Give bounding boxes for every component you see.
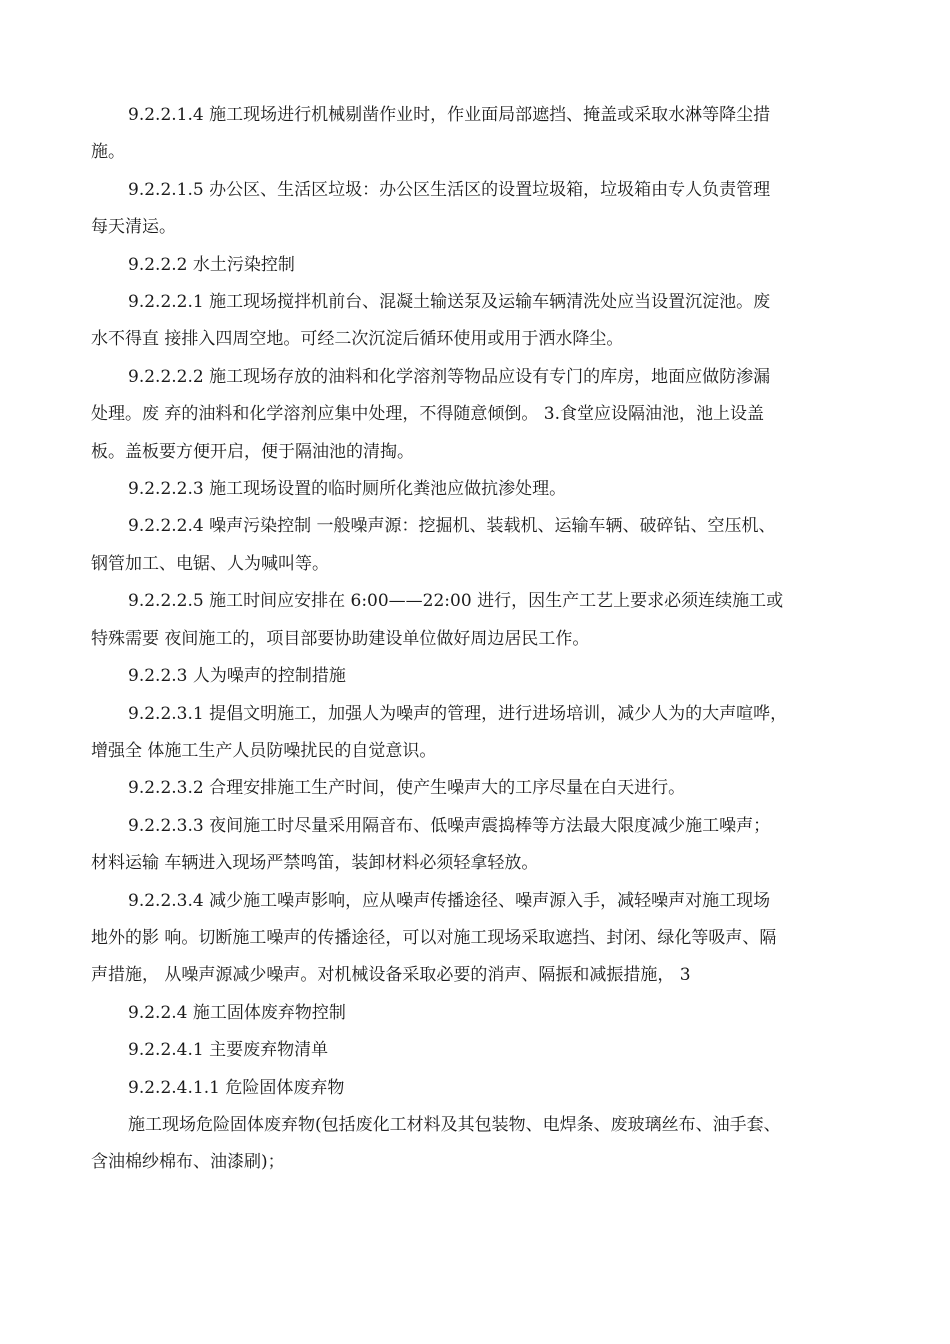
paragraph-line: 9.2.2.2.4 噪声污染控制 一般噪声源：挖掘机、装载机、运输车辆、破碎钻、空压机、 — [128, 516, 776, 537]
paragraph-p16 — [91, 1070, 859, 1107]
paragraph-line: 9.2.2.2 水土污染控制 — [128, 254, 295, 275]
document-body — [91, 97, 859, 1182]
paragraph-line: 9.2.2.2.5 施工时间应安排在 6:00——22:00 进行，因生产工艺上要求必须连续施工或 — [128, 591, 784, 612]
paragraph-p8 — [91, 583, 859, 658]
paragraph-line: 声措施， 从噪声源减少噪声。对机械设备采取必要的消声、隔振和减振措施， 3 — [91, 965, 691, 986]
paragraph-line: 9.2.2.2.1 施工现场搅拌机前台、混凝土输送泵及运输车辆清洗处应当设置沉淀池。废 — [128, 292, 771, 313]
paragraph-p9 — [91, 658, 859, 695]
paragraph-p6 — [91, 471, 859, 508]
paragraph-line: 水不得直 接排入四周空地。可经二次沉淀后循环使用或用于洒水降尘。 — [91, 329, 624, 350]
paragraph-line: 9.2.2.4 施工固体废弃物控制 — [128, 1002, 346, 1023]
paragraph-line: 每天清运。 — [91, 217, 176, 238]
paragraph-line: 处理。废 弃的油料和化学溶剂应集中处理，不得随意倾倒。 3.食堂应设隔油池，池上设盖 — [91, 404, 765, 425]
paragraph-line: 9.2.2.3.1 提倡文明施工，加强人为噪声的管理，进行进场培训，减少人为的大声喧哗， — [128, 703, 788, 724]
paragraph-p17 — [91, 1107, 859, 1182]
paragraph-p5 — [91, 359, 859, 471]
paragraph-line: 9.2.2.3.4 减少施工噪声影响，应从噪声传播途径、噪声源入手，减轻噪声对施工现场 — [128, 890, 771, 911]
paragraph-line: 9.2.2.3.3 夜间施工时尽量采用隔音布、低噪声震捣棒等方法最大限度减少施工噪声； — [128, 815, 771, 836]
paragraph-p14 — [91, 995, 859, 1032]
paragraph-p15 — [91, 1032, 859, 1069]
paragraph-line: 板。盖板要方便开启，便于隔油池的清掏。 — [91, 441, 414, 462]
paragraph-p4 — [91, 284, 859, 359]
paragraph-p3 — [91, 247, 859, 284]
paragraph-line: 9.2.2.1.4 施工现场进行机械剔凿作业时，作业面局部遮挡、掩盖或采取水淋等降尘措 — [128, 105, 771, 125]
paragraph-p12 — [91, 808, 859, 883]
paragraph-line: 9.2.2.4.1.1 危险固体废弃物 — [128, 1077, 345, 1098]
paragraph-line: 9.2.2.4.1 主要废弃物清单 — [128, 1040, 329, 1061]
paragraph-p1 — [91, 97, 859, 172]
paragraph-p13 — [91, 883, 859, 995]
paragraph-line: 钢管加工、电锯、人为喊叫等。 — [91, 553, 329, 574]
paragraph-line: 9.2.2.3.2 合理安排施工生产时间，使产生噪声大的工序尽量在白天进行。 — [128, 778, 686, 799]
paragraph-p11 — [91, 770, 859, 807]
paragraph-line: 9.2.2.3 人为噪声的控制措施 — [128, 666, 346, 687]
paragraph-line: 含油棉纱棉布、油漆刷)； — [91, 1152, 285, 1173]
paragraph-line: 地外的影 响。切断施工噪声的传播途径，可以对施工现场采取遮挡、封闭、绿化等吸声、隔 — [91, 927, 777, 948]
paragraph-p7 — [91, 508, 859, 583]
paragraph-p10 — [91, 696, 859, 771]
paragraph-line: 材料运输 车辆进入现场严禁鸣笛，装卸材料必须轻拿轻放。 — [91, 853, 539, 874]
paragraph-line: 施。 — [91, 142, 125, 163]
paragraph-line: 特殊需要 夜间施工的，项目部要协助建设单位做好周边居民工作。 — [91, 628, 590, 649]
paragraph-line: 施工现场危险固体废弃物(包括废化工材料及其包装物、电焊条、废玻璃丝布、油手套、 — [128, 1114, 781, 1135]
paragraph-line: 9.2.2.2.3 施工现场设置的临时厕所化粪池应做抗渗处理。 — [128, 479, 567, 500]
paragraph-line: 9.2.2.1.5 办公区、生活区垃圾：办公区生活区的设置垃圾箱，垃圾箱由专人负责管理 — [128, 179, 771, 200]
paragraph-line: 增强全 体施工生产人员防噪扰民的自觉意识。 — [91, 740, 437, 761]
paragraph-line: 9.2.2.2.2 施工现场存放的油料和化学溶剂等物品应设有专门的库房，地面应做防渗漏 — [128, 366, 771, 387]
paragraph-p2 — [91, 172, 859, 247]
